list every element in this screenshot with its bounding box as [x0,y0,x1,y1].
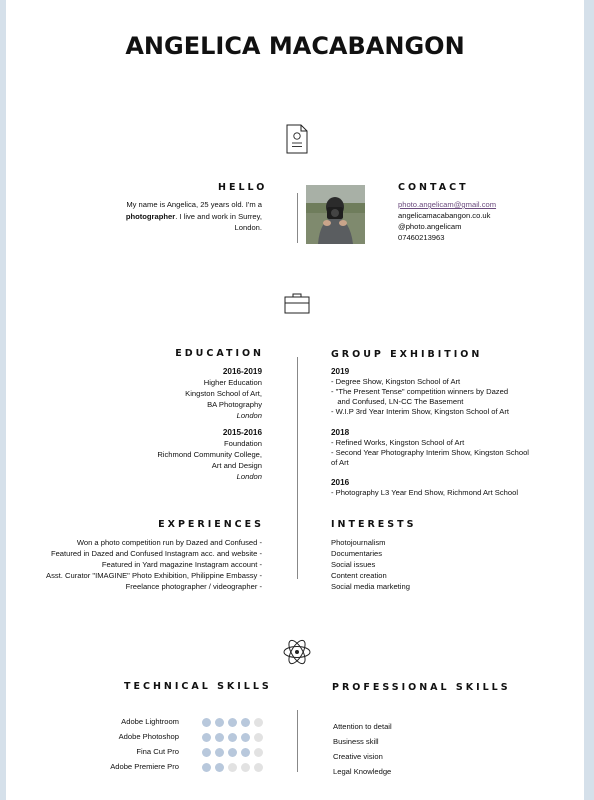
education-line: BA Photography [207,400,262,409]
skill-dot-filled [202,733,211,742]
education-line: Art and Design [211,461,262,470]
email-link[interactable]: photo.angelicam@gmail.com [398,200,497,209]
skill-dot-filled [202,718,211,727]
skill-label: Adobe Lightroom [121,717,179,726]
skill-dot-empty [228,763,237,772]
hello-emphasis: photographer [125,211,176,221]
skill-dot-filled [215,733,224,742]
skill-label: Adobe Photoshop [118,732,179,741]
exhibition-year: 2016 [331,478,350,487]
exhibition-item: - Second Year Photography Interim Show, Kingston School [331,448,529,457]
divider-main [297,357,298,579]
technical-skills-heading: TECHNICAL SKILLS [124,681,272,692]
professional-skill-item: Creative vision [333,752,383,761]
interest-item: Documentaries [331,549,383,558]
education-place: London [236,472,262,481]
skill-dot-empty [254,718,263,727]
interests-list [331,537,410,592]
experiences-list [46,537,262,592]
atom-icon [282,636,312,668]
skill-label: Fina Cut Pro [136,747,179,756]
technical-skills-labels [110,714,179,774]
interest-item: Content creation [331,571,387,580]
interest-item: Social issues [331,560,376,569]
skill-dot-filled [228,733,237,742]
document-icon [286,124,308,154]
skill-rating-dots [202,718,272,778]
briefcase-icon [284,292,310,314]
professional-skill-item: Attention to detail [333,722,392,731]
skill-dot-filled [228,718,237,727]
skill-dot-filled [241,718,250,727]
group-exhibition-2016 [331,478,518,498]
professional-skill-item: Legal Knowledge [333,767,392,776]
professional-skill-item: Business skill [333,737,379,746]
education-line: Kingston School of Art, [185,389,262,398]
contact-heading: CONTACT [398,182,469,193]
exhibition-item: of Art [331,458,349,467]
skill-label: Adobe Premiere Pro [110,762,179,771]
skill-dot-empty [254,733,263,742]
group-exhibition-2018 [331,428,529,468]
contact-block [398,199,496,243]
website-text[interactable]: angelicamacabangon.co.uk [398,211,491,220]
exhibition-item: - Photography L3 Year End Show, Richmond Art School [331,488,519,497]
skill-dot-filled [241,733,250,742]
hello-line-2: . I live and work in Surrey, [175,211,262,221]
education-place: London [236,411,262,420]
resume-name: ANGELICA MACABANGON [125,32,465,60]
skill-dot-empty [254,748,263,757]
experiences-heading: EXPERIENCES [158,519,264,530]
skill-dot-empty [241,763,250,772]
experience-item: Asst. Curator "IMAGINE" Photo Exhibition, Philippine Embassy - [46,571,262,580]
exhibition-item: - "The Present Tense" competition winners by Dazed [331,387,509,396]
exhibition-year: 2019 [331,367,350,376]
skill-dot-filled [215,763,224,772]
education-entry-1 [185,366,262,421]
hello-heading: HELLO [218,182,268,193]
hello-text [126,199,262,234]
skill-dot-filled [228,748,237,757]
experience-item: Featured in Dazed and Confused Instagram acc. and website - [50,549,262,558]
interests-heading: INTERESTS [331,519,417,530]
skill-dot-filled [202,763,211,772]
education-years: 2015-2016 [222,428,262,437]
skill-dot-filled [202,748,211,757]
exhibition-item: and Confused, LN-CC The Basement [331,397,464,406]
skill-dot-empty [254,763,263,772]
skill-dot-filled [241,748,250,757]
resume-page [6,0,584,800]
profile-photo [306,185,365,244]
experience-item: Won a photo competition run by Dazed and Confused - [76,538,262,547]
group-exhibition-heading: GROUP EXHIBITION [331,349,483,360]
education-line: Foundation [224,439,262,448]
divider-skills [297,710,298,772]
exhibition-item: - Degree Show, Kingston School of Art [331,377,461,386]
professional-skills-heading: PROFESSIONAL SKILLS [332,682,511,693]
interest-item: Photojournalism [331,538,386,547]
professional-skills-list [333,719,392,779]
divider-hello [297,193,298,243]
experience-item: Featured in Yard magazine Instagram account - [101,560,262,569]
experience-item: Freelance photographer / videographer - [125,582,262,591]
skill-dot-filled [215,718,224,727]
exhibition-year: 2018 [331,428,350,437]
hello-line-3: London. [234,223,262,232]
exhibition-item: - Refined Works, Kingston School of Art [331,438,465,447]
phone-text: 07460213963 [398,233,445,242]
education-heading: EDUCATION [175,348,264,359]
skill-dot-filled [215,748,224,757]
hello-line-1: My name is Angelica, 25 years old. I'm a [126,200,262,209]
education-line: Richmond Community College, [157,450,262,459]
group-exhibition-2019 [331,367,509,417]
education-line: Higher Education [203,378,262,387]
education-entry-2 [157,427,262,482]
education-years: 2016-2019 [222,367,262,376]
handle-text: @photo.angelicam [398,222,462,231]
exhibition-item: - W.I.P 3rd Year Interim Show, Kingston School of Art [331,407,509,416]
interest-item: Social media marketing [331,582,410,591]
